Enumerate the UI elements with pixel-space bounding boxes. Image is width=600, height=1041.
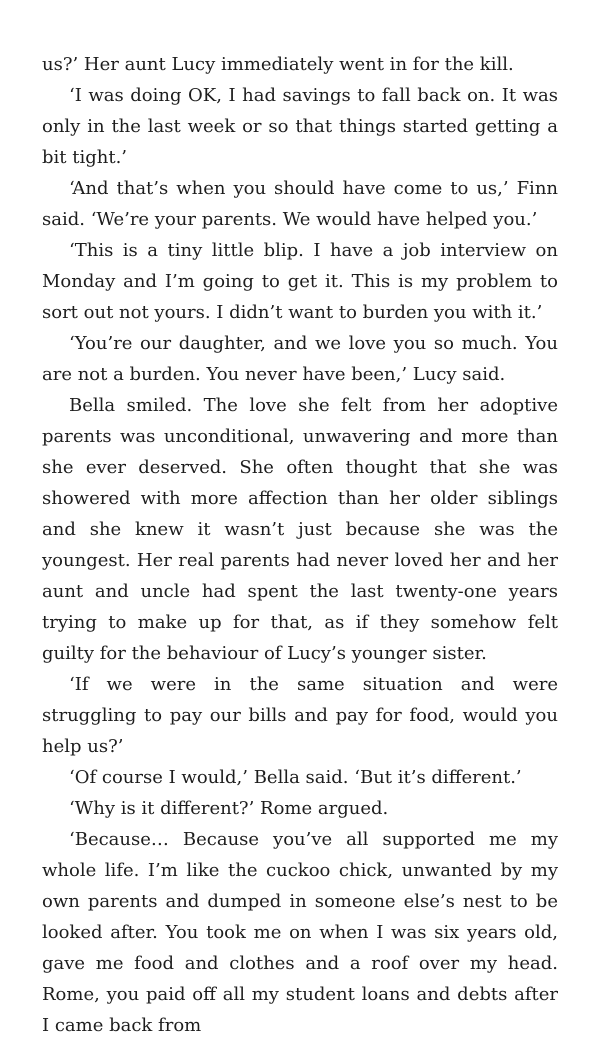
paragraph: ‘I was doing OK, I had savings to fall back on. It was only in the last week or so that things started getting a bit tight.’: [42, 85, 558, 168]
paragraph: ‘Why is it different?’ Rome argued.: [69, 798, 389, 819]
paragraph: ‘And that’s when you should have come to us,’ Finn said. ‘We’re your parents. We would have helped you.’: [42, 178, 558, 230]
paragraph: ‘Of course I would,’ Bella said. ‘But it’s different.’: [69, 767, 522, 788]
paragraph: ‘You’re our daughter, and we love you so much. You are not a burden. You never have been,’ Lucy said.: [42, 333, 558, 385]
paragraph: ‘If we were in the same situation and were struggling to pay our bills and pay for food, would you help us?’: [42, 674, 558, 757]
paragraph: Bella smiled. The love she felt from her adoptive parents was unconditional, unwavering and more than she ever deserved. She often thought that she was showered with more affection than her older siblings and she knew it wasn’t just because she was the youngest. Her real parents had never loved her and her aunt and uncle had spent the last twenty-one years trying to make up for that, as if they somehow felt guilty for the behaviour of Lucy’s younger sister.: [42, 395, 558, 664]
paragraph-continuation: us?’ Her aunt Lucy immediately went in for the kill.: [42, 54, 514, 75]
paragraph: ‘Because… Because you’ve all supported me my whole life. I’m like the cuckoo chick, unwanted by my own parents and dumped in someone else’s nest to be looked after. You took me on when I was six years old, gave me food and clothes and a roof over my head. Rome, you paid off all my student loans and debts after I came back from: [42, 829, 558, 1036]
paragraph: ‘This is a tiny little blip. I have a job interview on Monday and I’m going to get it. This is my problem to sort out not yours. I didn’t want to burden you with it.’: [42, 240, 558, 323]
